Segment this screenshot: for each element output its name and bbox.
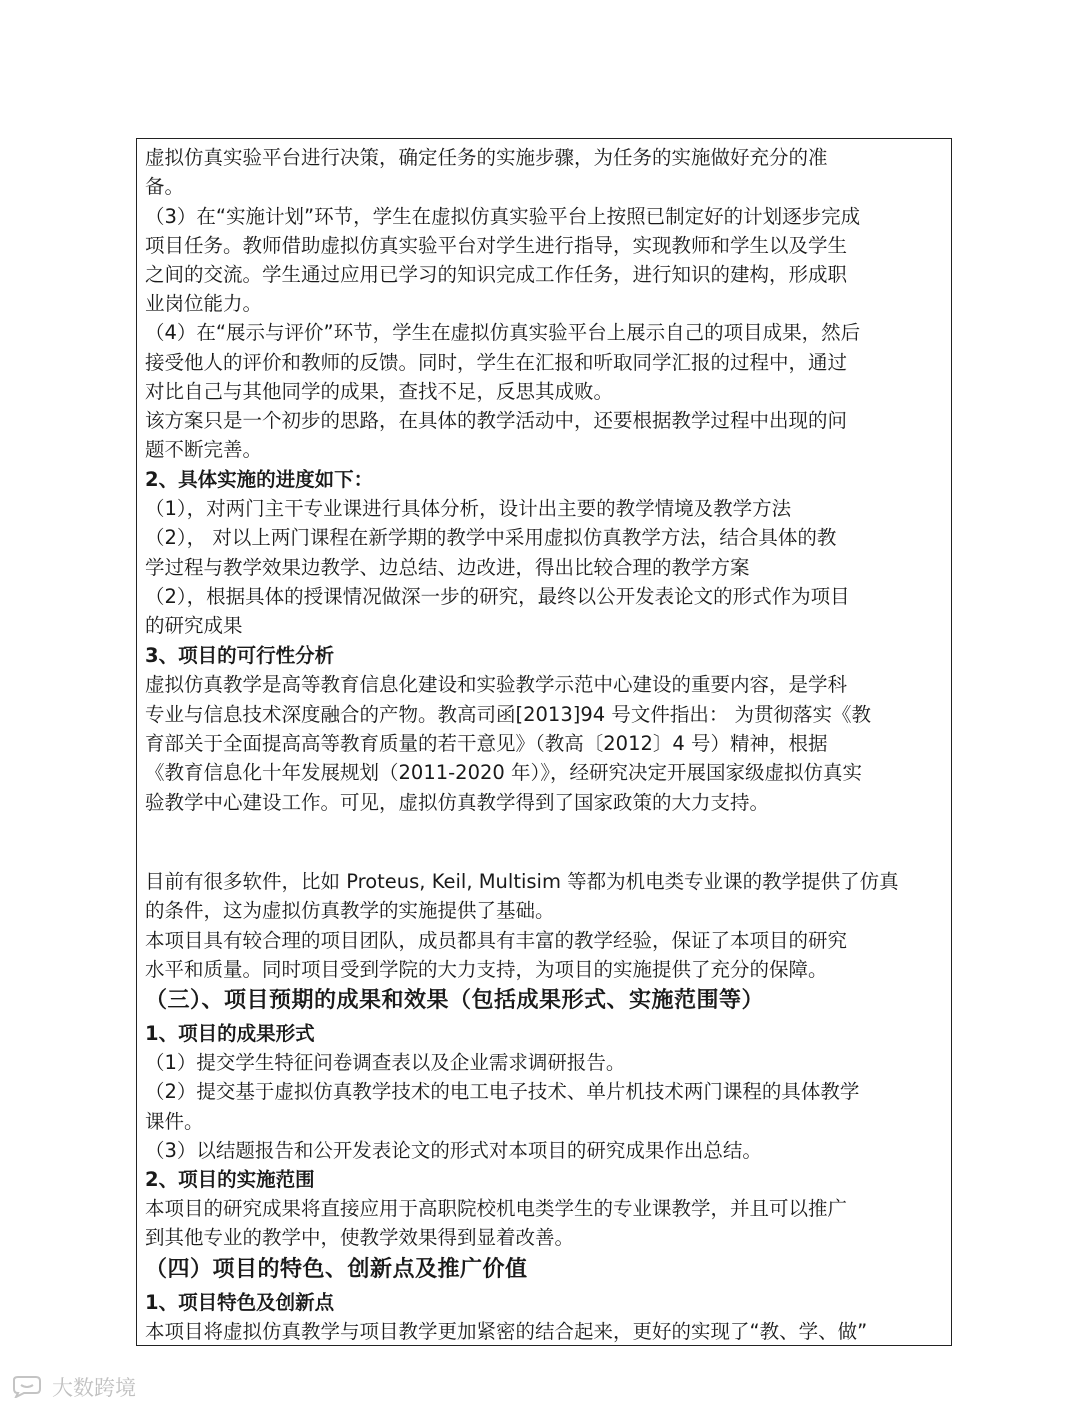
text-line: 学过程与教学效果边教学、边总结、边改进，得出比较合理的教学方案 <box>145 556 750 579</box>
section-heading: 1、项目的成果形式 <box>145 1022 315 1045</box>
text-line: 该方案只是一个初步的思路，在具体的教学活动中，还要根据教学过程中出现的问 <box>145 409 848 432</box>
text-line: 之间的交流。学生通过应用已学习的知识完成工作任务，进行知识的建构，形成职 <box>145 263 848 286</box>
text-line: 本项目将虚拟仿真教学与项目教学更加紧密的结合起来，更好的实现了“教、学、做” <box>145 1320 868 1343</box>
major-heading: （三）、项目预期的成果和效果（包括成果形式、实施范围等） <box>145 988 765 1013</box>
text-line: （4）在“展示与评价”环节，学生在虚拟仿真实验平台上展示自己的项目成果，然后 <box>145 321 861 344</box>
section-heading: 1、项目特色及创新点 <box>145 1291 335 1314</box>
section-heading: 2、项目的实施范围 <box>145 1168 315 1191</box>
text-line: （2）提交基于虚拟仿真教学技术的电工电子技术、单片机技术两门课程的具体教学 <box>145 1080 860 1103</box>
section-heading: 3、项目的可行性分析 <box>145 644 335 667</box>
text-line: 备。 <box>145 175 185 198</box>
text-line: （1），对两门主干专业课进行具体分析，设计出主要的教学情境及教学方法 <box>145 497 792 520</box>
text-line: （3）在“实施计划”环节，学生在虚拟仿真实验平台上按照已制定好的计划逐步完成 <box>145 205 861 228</box>
text-line: 的条件，这为虚拟仿真教学的实施提供了基础。 <box>145 899 555 922</box>
chat-bubble-icon <box>10 1376 44 1398</box>
text-line: 《教育信息化十年发展规划（2011-2020 年）》，经研究决定开展国家级虚拟仿真实 <box>145 761 862 784</box>
text-line: （3）以结题报告和公开发表论文的形式对本项目的研究成果作出总结。 <box>145 1139 762 1162</box>
text-line: 水平和质量。同时项目受到学院的大力支持，为项目的实施提供了充分的保障。 <box>145 958 828 981</box>
text-line: 育部关于全面提高高等教育质量的若干意见》（教高〔2012〕4 号）精神，根据 <box>145 732 828 755</box>
text-line: 验教学中心建设工作。可见，虚拟仿真教学得到了国家政策的大力支持。 <box>145 791 770 814</box>
section-heading: 2、具体实施的进度如下： <box>145 468 374 491</box>
text-line: 接受他人的评价和教师的反馈。同时，学生在汇报和听取同学汇报的过程中，通过 <box>145 351 848 374</box>
text-line: 虚拟仿真实验平台进行决策，确定任务的实施步骤，为任务的实施做好充分的准 <box>145 146 828 169</box>
watermark-text: 大数跨境 <box>52 1376 136 1400</box>
text-line: 到其他专业的教学中，使教学效果得到显着改善。 <box>145 1226 575 1249</box>
text-line: 目前有很多软件，比如 Proteus, Keil, Multisim 等都为机电类专业课的教学提供了仿真 <box>145 870 899 893</box>
text-line: 的研究成果 <box>145 614 243 637</box>
major-heading: （四）项目的特色、创新点及推广价值 <box>145 1257 528 1282</box>
text-line: 题不断完善。 <box>145 438 263 461</box>
text-line: 本项目的研究成果将直接应用于高职院校机电类学生的专业课教学，并且可以推广 <box>145 1197 848 1220</box>
text-line: （2）， 对以上两门课程在新学期的教学中采用虚拟仿真教学方法，结合具体的教 <box>145 526 837 549</box>
text-line: 课件。 <box>145 1110 204 1133</box>
text-line: （2），根据具体的授课情况做深一步的研究，最终以公开发表论文的形式作为项目 <box>145 585 850 608</box>
watermark <box>10 1372 136 1402</box>
text-line: 对比自己与其他同学的成果，查找不足，反思其成败。 <box>145 380 614 403</box>
text-line: （1）提交学生特征问卷调查表以及企业需求调研报告。 <box>145 1051 626 1074</box>
text-line: 本项目具有较合理的项目团队，成员都具有丰富的教学经验，保证了本项目的研究 <box>145 929 848 952</box>
text-line: 虚拟仿真教学是高等教育信息化建设和实验教学示范中心建设的重要内容，是学科 <box>145 673 848 696</box>
text-line: 专业与信息技术深度融合的产物。教高司函[2013]94 号文件指出： 为贯彻落实《教 <box>145 703 872 726</box>
text-line: 业岗位能力。 <box>145 292 263 315</box>
text-line: 项目任务。教师借助虚拟仿真实验平台对学生进行指导，实现教师和学生以及学生 <box>145 234 848 257</box>
